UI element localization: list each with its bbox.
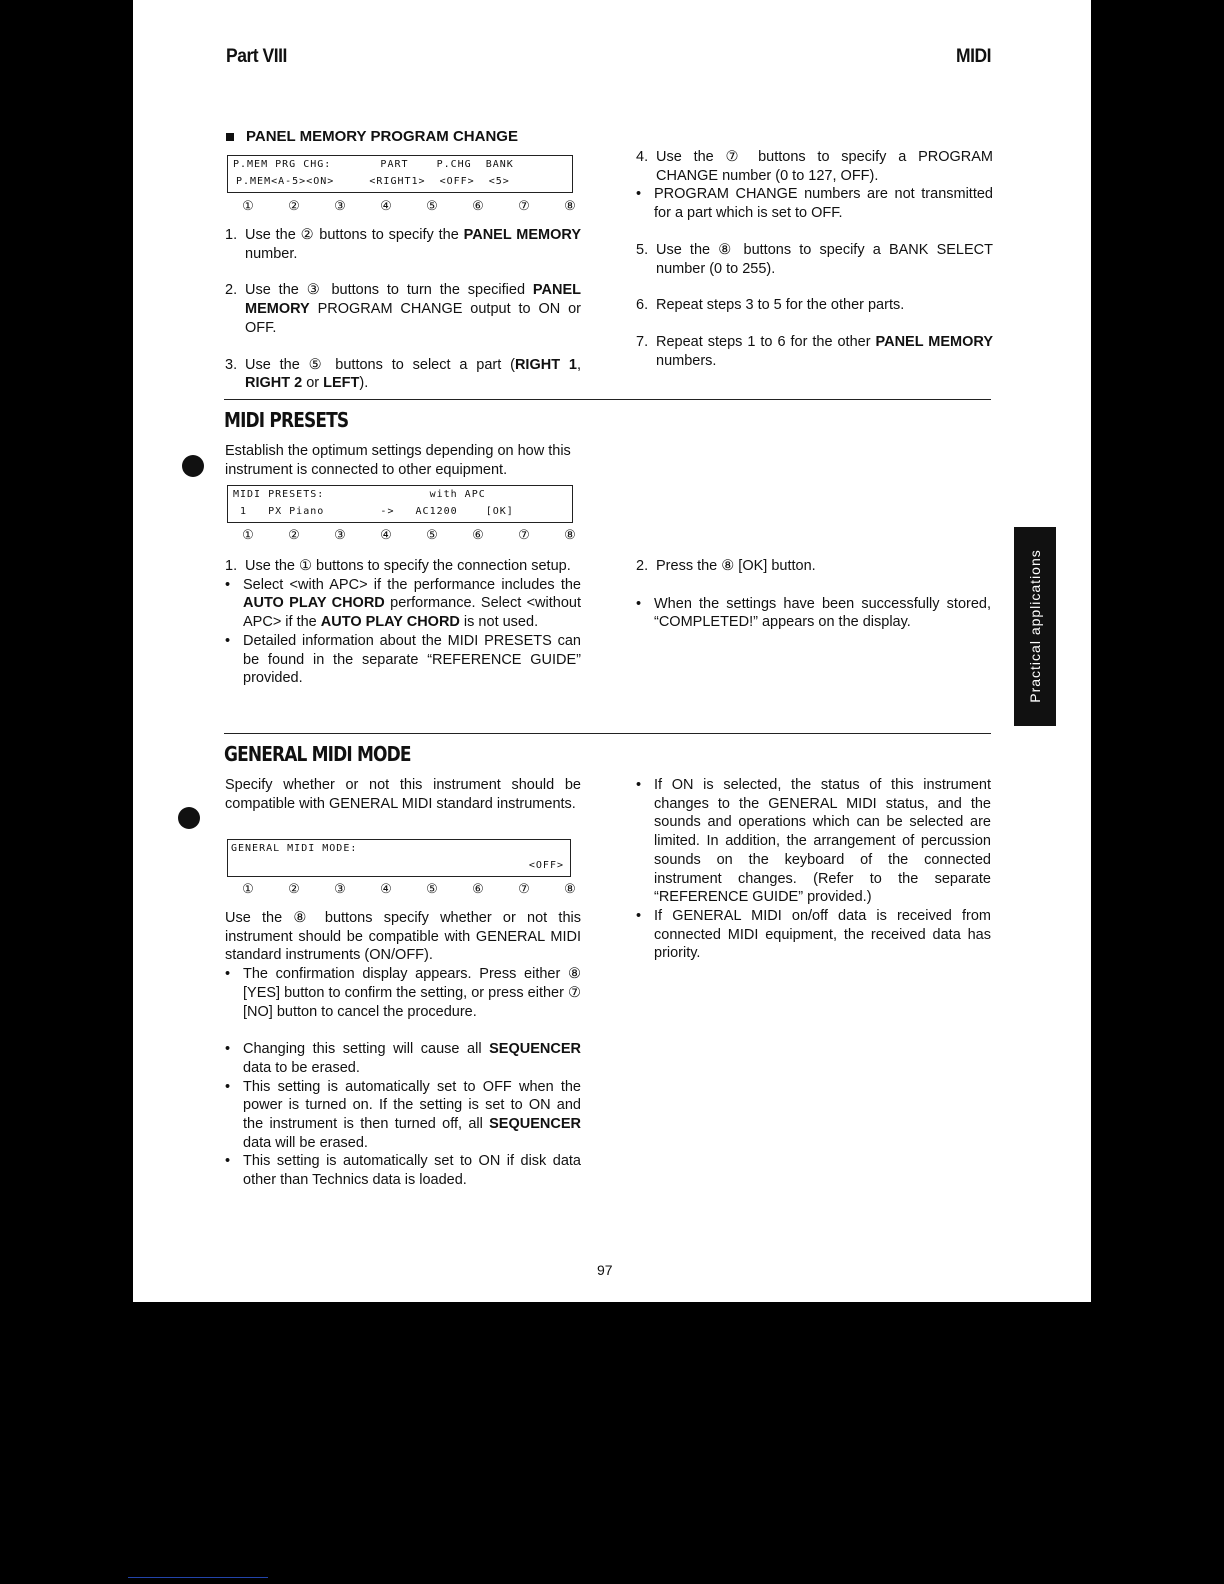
note-received-data: • If GENERAL MIDI on/off data is received from connected MIDI equipment, the received data has priority.: [636, 907, 991, 962]
general-midi-title: GENERAL MIDI MODE: [224, 742, 411, 766]
button-5-marker: ⑤: [426, 198, 438, 213]
note-on-selected: • If ON is selected, the status of this instrument changes to the GENERAL MIDI status, and the sounds and operations which can be selected are limited. In addition, the arrangement of percussion sounds on the keyboard of the connected instrument changes. (Refer to the separate “REFERENCE GUIDE” provided.): [636, 777, 991, 906]
button-3-marker: ③: [334, 527, 346, 542]
general-midi-button-row: [225, 881, 593, 897]
button-6-marker: ⑥: [472, 198, 484, 213]
button-8-marker: ⑧: [564, 881, 576, 896]
step-2-text: Press the ⑧ [OK] button.: [656, 558, 816, 574]
note-on-selected-text: If ON is selected, the status of this instrument changes to the GENERAL MIDI status, and the sounds and operations which can be selected are limited. In addition, the arrangement of percussion sounds on the keyboard of the connected instrument changes. (Refer to the separate “REFERENCE GUIDE” provided.): [654, 777, 991, 906]
button-4-marker: ④: [380, 881, 392, 896]
note-disk-data: • This setting is automatically set to ON if disk data other than Technics data is loaded.: [225, 1153, 581, 1189]
step-2: 2. Press the ⑧ [OK] button.: [636, 557, 991, 576]
binder-hole-mark: [182, 455, 204, 477]
note-completed: • When the settings have been successfully stored, “COMPLETED!” appears on the display.: [636, 595, 991, 631]
button-8-marker: ⑧: [564, 527, 576, 542]
scan-edge: [123, 0, 133, 1584]
step-4: 4. Use the ⑦ buttons to specify a PROGRAM CHANGE number (0 to 127, OFF).: [636, 149, 993, 184]
panel-memory-lcd: [227, 155, 573, 193]
midi-presets-steps-right: [636, 557, 991, 632]
lcd-line-2: 1 PX Piano -> AC1200 [OK]: [233, 506, 514, 517]
note-reference-guide-text: Detailed information about the MIDI PRESETS can be found in the separate “REFERENCE GUIDE” provided.: [243, 632, 581, 687]
note-power-off: • This setting is automatically set to OFF when the power is turned on. If the setting is set to ON and the instrument is then turned off, all SEQUENCER data will be erased.: [225, 1078, 581, 1151]
step-5: 5. Use the ⑧ buttons to specify a BANK SELECT number (0 to 255).: [636, 241, 993, 277]
page-number: 97: [597, 1262, 613, 1278]
general-midi-right: [636, 776, 991, 963]
general-midi-intro: Specify whether or not this instrument should be compatible with GENERAL MIDI standard instruments.: [225, 777, 581, 812]
header-section: MIDI: [956, 46, 992, 67]
lcd-line-2: <OFF>: [528, 860, 564, 871]
button-5-marker: ⑤: [426, 527, 438, 542]
button-3-marker: ③: [334, 198, 346, 213]
button-3-marker: ③: [334, 881, 346, 896]
side-tab-label: Practical applications: [1027, 549, 1043, 703]
button-5-marker: ⑤: [426, 881, 438, 896]
midi-presets-lcd: [227, 485, 573, 523]
button-1-marker: ①: [242, 527, 254, 542]
midi-presets-intro: Establish the optimum settings depending on how this instrument is connected to other equipment.: [225, 443, 571, 478]
note-completed-text: When the settings have been successfully stored, “COMPLETED!” appears on the display.: [654, 595, 991, 631]
section-divider: [224, 399, 991, 400]
step-1-text: Use the ① buttons to specify the connection setup.: [245, 558, 571, 574]
note-received-data-text: If GENERAL MIDI on/off data is received from connected MIDI equipment, the received data has priority.: [654, 907, 991, 962]
lcd-line-2: P.MEM<A-5><ON> <RIGHT1> <OFF> <5>: [236, 176, 510, 187]
button-7-marker: ⑦: [518, 881, 530, 896]
step-3: 3. Use the ⑤ buttons to select a part (RIGHT 1, RIGHT 2 or LEFT).: [225, 356, 582, 392]
binder-hole-mark: [178, 807, 200, 829]
section-divider: [224, 733, 991, 734]
panel-memory-heading-text: PANEL MEMORY PROGRAM CHANGE: [246, 128, 518, 145]
general-midi-para: Use the ⑧ buttons specify whether or not this instrument should be compatible with GENERAL MIDI standard instruments (ON/OFF).: [225, 910, 581, 964]
lcd-line-1: GENERAL MIDI MODE:: [231, 843, 358, 854]
button-6-marker: ⑥: [472, 881, 484, 896]
square-bullet-icon: [226, 133, 234, 141]
midi-presets-button-row: [225, 527, 593, 543]
button-2-marker: ②: [288, 881, 300, 896]
scan-artifact-line: [128, 1577, 268, 1578]
step-2: 2. Use the ③ buttons to turn the specified PANEL MEMORY PROGRAM CHANGE output to ON or OFF.: [225, 282, 581, 336]
button-4-marker: ④: [380, 527, 392, 542]
step-6: 6. Repeat steps 3 to 5 for the other parts.: [636, 297, 905, 314]
step-7: 7. Repeat steps 1 to 6 for the other PANEL MEMORY numbers.: [636, 333, 994, 369]
button-7-marker: ⑦: [518, 527, 530, 542]
note-disk-data-text: This setting is automatically set to ON if disk data other than Technics data is loaded.: [243, 1153, 581, 1189]
lcd-line-1: P.MEM PRG CHG: PART P.CHG BANK: [233, 159, 514, 170]
button-1-marker: ①: [242, 198, 254, 213]
note-apc: • Select <with APC> if the performance includes the AUTO PLAY CHORD performance. Select <without APC> if the AUTO PLAY CHORD is not used.: [225, 576, 581, 631]
note-confirmation: • The confirmation display appears. Press either ⑧ [YES] button to confirm the setting, or press either ⑦ [NO] button to cancel the procedure.: [225, 966, 581, 1020]
button-6-marker: ⑥: [472, 527, 484, 542]
midi-presets-steps-left: [225, 557, 581, 688]
panel-memory-steps-right: [636, 148, 993, 370]
note-reference-guide: • Detailed information about the MIDI PRESETS can be found in the separate “REFERENCE GUIDE” provided.: [225, 632, 581, 687]
panel-memory-heading: [226, 128, 518, 145]
midi-presets-title: MIDI PRESETS: [224, 408, 349, 432]
header-part: Part VIII: [226, 46, 287, 67]
button-4-marker: ④: [380, 198, 392, 213]
panel-memory-steps-left: [225, 226, 581, 393]
general-midi-left: [225, 909, 581, 1190]
button-2-marker: ②: [288, 527, 300, 542]
general-midi-lcd: [227, 839, 571, 877]
note-confirmation-text: The confirmation display appears. Press either ⑧ [YES] button to confirm the setting, or press either ⑦ [NO] button to cancel the procedure.: [243, 966, 581, 1020]
button-1-marker: ①: [242, 881, 254, 896]
button-2-marker: ②: [288, 198, 300, 213]
panel-memory-button-row: [225, 198, 593, 214]
step-1: 1. Use the ② buttons to specify the PANEL MEMORY number.: [225, 227, 582, 262]
note-program-change: • PROGRAM CHANGE numbers are not transmitted for a part which is set to OFF.: [636, 186, 993, 222]
step-1: 1. Use the ① buttons to specify the connection setup.: [225, 557, 581, 576]
button-7-marker: ⑦: [518, 198, 530, 213]
button-8-marker: ⑧: [564, 198, 576, 213]
lcd-line-1: MIDI PRESETS: with APC: [233, 489, 486, 500]
note-sequencer-erase: • Changing this setting will cause all SEQUENCER data to be erased.: [225, 1041, 581, 1076]
